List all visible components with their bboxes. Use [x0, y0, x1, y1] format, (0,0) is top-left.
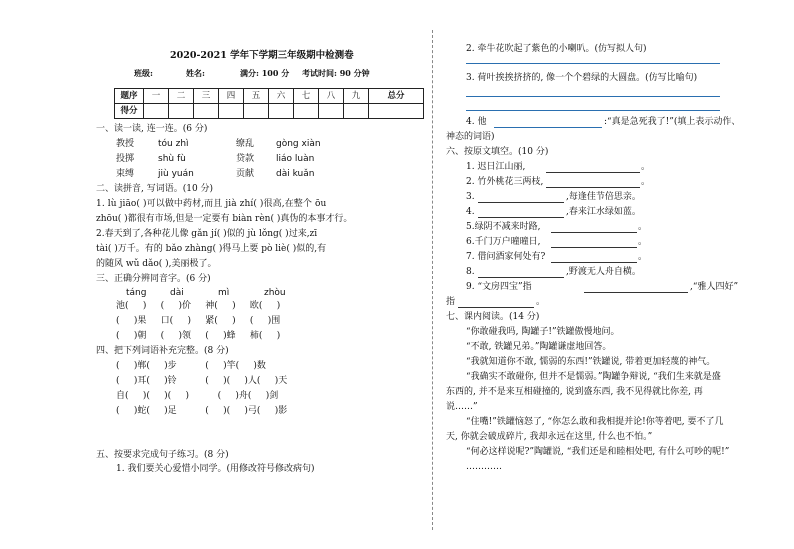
q6-item-end: 。	[638, 222, 648, 232]
q7-paragraph: “你敢碰我吗, 陶罐子!”铁罐傲慢地问。	[466, 327, 620, 337]
score-table-cell: 九	[344, 89, 369, 104]
q7-paragraph: …………	[466, 462, 502, 472]
q2-line: zhōu( )都很有市场,但是一定要有 biàn rèn( )真伪的本事才行。	[96, 214, 353, 224]
q3-pinyin: mì	[218, 288, 230, 298]
score-input-cell[interactable]	[144, 104, 169, 119]
q3-row: 池( ) ( )价 神( ) 欧( )	[116, 301, 281, 311]
q1-word: 投掷	[116, 154, 135, 164]
q6-item9: 9. “文房四宝”指	[466, 282, 532, 292]
q6-item-end: 。	[638, 237, 648, 247]
q1-pinyin: jiù yuán	[158, 169, 194, 179]
score-table-cell: 一	[144, 89, 169, 104]
score-input-cell[interactable]	[344, 104, 369, 119]
q1-word: 贡献	[236, 169, 255, 179]
name-label: 姓名:	[186, 68, 205, 78]
exam-time: 考试时间: 90 分钟	[302, 68, 370, 78]
q1-word: 贷款	[236, 154, 255, 164]
score-input-cell[interactable]	[169, 104, 194, 119]
q6-item: 3.	[466, 192, 475, 202]
score-table	[114, 88, 424, 119]
q6-item: 4.	[466, 207, 475, 217]
q3-pinyin: zhòu	[264, 288, 286, 298]
q5-item1: 1. 我们要关心爱惜小同学。(用修改符号修改病句)	[116, 464, 315, 474]
fill-blank[interactable]	[546, 187, 640, 188]
q1-word: 缭乱	[236, 139, 255, 149]
class-label: 班级:	[134, 68, 153, 78]
answer-line[interactable]	[494, 127, 602, 128]
q6-item-end: ,春来江水绿如蓝。	[566, 207, 641, 217]
score-table-cell: 六	[269, 89, 294, 104]
q5-item4-cont: 神态的词语)	[446, 132, 495, 142]
fill-blank[interactable]	[458, 307, 534, 308]
q3-row: ( )朝 ( )领 ( )蜂 柿( )	[116, 331, 281, 341]
score-input-cell[interactable]	[194, 104, 219, 119]
score-table-score-row	[115, 104, 424, 119]
page-title: 2020-2021 学年下学期三年级期中检测卷	[170, 50, 354, 61]
q1-pinyin: shù fù	[158, 154, 186, 164]
q7-paragraph: “何必这样说呢?”陶罐说, “我们还是和睦相处吧, 有什么可吵的呢!”	[466, 447, 730, 457]
q6-item9: 。	[536, 297, 546, 307]
q4-row: ( )蛇( )足 ( )( )弓( )影	[116, 406, 288, 416]
q1-pinyin: gòng xiàn	[276, 139, 321, 149]
q7-paragraph: “住嘴!”铁罐恼怒了, “你怎么敢和我相提并论!你等着吧, 要不了几	[466, 417, 724, 427]
answer-line[interactable]	[466, 63, 720, 64]
q1-pinyin: dài kuǎn	[276, 169, 315, 179]
score-input-cell[interactable]	[219, 104, 244, 119]
q6-item-end: 。	[641, 177, 651, 187]
fill-blank[interactable]	[478, 217, 564, 218]
q2-line: 2.春天到了,各种花儿像 gǎn jí( )似的 jù lǒng( )过来,zī	[96, 229, 318, 239]
q6-item: 2. 竹外桃花三两枝,	[466, 177, 544, 187]
q6-title: 六、按原文填空。(10 分)	[446, 147, 549, 157]
score-input-cell[interactable]	[294, 104, 319, 119]
q6-item: 8.	[466, 267, 475, 277]
q1-word: 束缚	[116, 169, 135, 179]
q5-title: 五、按要求完成句子练习。(8 分)	[96, 450, 229, 460]
q6-item: 6.千门万户曈曈日,	[466, 237, 541, 247]
fill-blank[interactable]	[584, 292, 688, 293]
score-table-cell: 题序	[115, 89, 144, 104]
score-table-cell: 总分	[369, 89, 424, 104]
q5-item2: 2. 牵牛花吹起了紫色的小喇叭。(仿写拟人句)	[466, 44, 647, 54]
q7-paragraph: “我就知道你不敢, 懦弱的东西!”铁罐说, 带着更加轻蔑的神气。	[466, 357, 716, 367]
score-input-cell[interactable]	[269, 104, 294, 119]
q6-item: 5.绿阴不减来时路,	[466, 222, 541, 232]
column-divider	[432, 30, 433, 530]
q4-row: ( )耳( )铃 ( )( )人( )天	[116, 376, 288, 386]
q5-item4-prefix: 4. 他	[466, 117, 487, 127]
q3-title: 三、正确分辨同音字。(6 分)	[96, 274, 211, 284]
score-table-cell: 四	[219, 89, 244, 104]
q6-item9: 指	[446, 297, 456, 307]
answer-line[interactable]	[466, 110, 720, 111]
q3-pinyin: dài	[170, 288, 184, 298]
q2-line: 的随风 wǔ dǎo( ),美丽极了。	[96, 259, 217, 269]
score-table-cell: 三	[194, 89, 219, 104]
q1-pinyin: tóu zhì	[158, 139, 189, 149]
q2-title: 二、读拼音, 写词语。(10 分)	[96, 184, 214, 194]
score-input-cell[interactable]	[319, 104, 344, 119]
score-table-header-row	[115, 89, 424, 104]
fill-blank[interactable]	[546, 172, 640, 173]
score-input-cell[interactable]	[369, 104, 424, 119]
q3-row: ( )果 口( ) 紧( ) ( )围	[116, 316, 281, 326]
q2-line: tài( )万千。有的 bǎo zhàng( )得马上要 pò liè( )似的,有	[96, 244, 327, 254]
score-table-cell: 得分	[115, 104, 144, 119]
fill-blank[interactable]	[478, 277, 564, 278]
q6-item9: ,“雅人四好”	[690, 282, 739, 292]
score-table-cell: 七	[294, 89, 319, 104]
fill-blank[interactable]	[478, 202, 564, 203]
q6-item-end: ,野渡无人舟自横。	[566, 267, 641, 277]
q6-item-end: 。	[641, 162, 651, 172]
q7-paragraph: 东西的, 并不是来互相碰撞的, 说到盛东西, 我不见得就比你差, 再	[446, 387, 703, 397]
full-score: 满分: 100 分	[240, 68, 290, 78]
q5-item3: 3. 荷叶挨挨挤挤的, 像一个个碧绿的大圆盘。(仿写比喻句)	[466, 73, 698, 83]
q1-pinyin: liáo luàn	[276, 154, 315, 164]
q7-paragraph: 说……”	[446, 402, 478, 412]
q6-item: 7. 借问酒家何处有?	[466, 252, 546, 262]
score-input-cell[interactable]	[244, 104, 269, 119]
score-table-cell: 二	[169, 89, 194, 104]
q7-paragraph: “我确实不敢碰你, 但并不是懦弱。”陶罐争辩说, “我们生来就是盛	[466, 372, 721, 382]
q3-pinyin: táng	[126, 288, 147, 298]
fill-blank[interactable]	[551, 232, 637, 233]
q1-word: 教授	[116, 139, 135, 149]
q6-item-end: 。	[638, 252, 648, 262]
q7-paragraph: 天, 你就会破成碎片, 我却永远在这里, 什么也不怕。”	[446, 432, 653, 442]
q5-item4-suffix: :“真是急死我了!”(填上表示动作、	[604, 117, 741, 127]
q7-title: 七、课内阅读。(14 分)	[446, 312, 540, 322]
q4-row: ( )郸( )步 ( )竿( )数	[116, 361, 266, 371]
score-table-cell: 五	[244, 89, 269, 104]
q4-row: 自( )( )( ) ( )舟( )剑	[116, 391, 279, 401]
q6-item-end: ,每逢佳节倍思亲。	[566, 192, 641, 202]
answer-line[interactable]	[466, 96, 720, 97]
q7-paragraph: “不敢, 铁罐兄弟。”陶罐谦虚地回答。	[466, 342, 612, 352]
q1-title: 一、读一读, 连一连。(6 分)	[96, 124, 208, 134]
fill-blank[interactable]	[551, 247, 637, 248]
q6-item: 1. 迟日江山丽,	[466, 162, 526, 172]
q2-line: 1. lù jiāo( )可以做中药材,而且 jià zhí( )很高,在整个 ōu	[96, 199, 327, 209]
score-table-cell: 八	[319, 89, 344, 104]
fill-blank[interactable]	[551, 262, 637, 263]
q4-title: 四、把下列词语补充完整。(8 分)	[96, 346, 229, 356]
